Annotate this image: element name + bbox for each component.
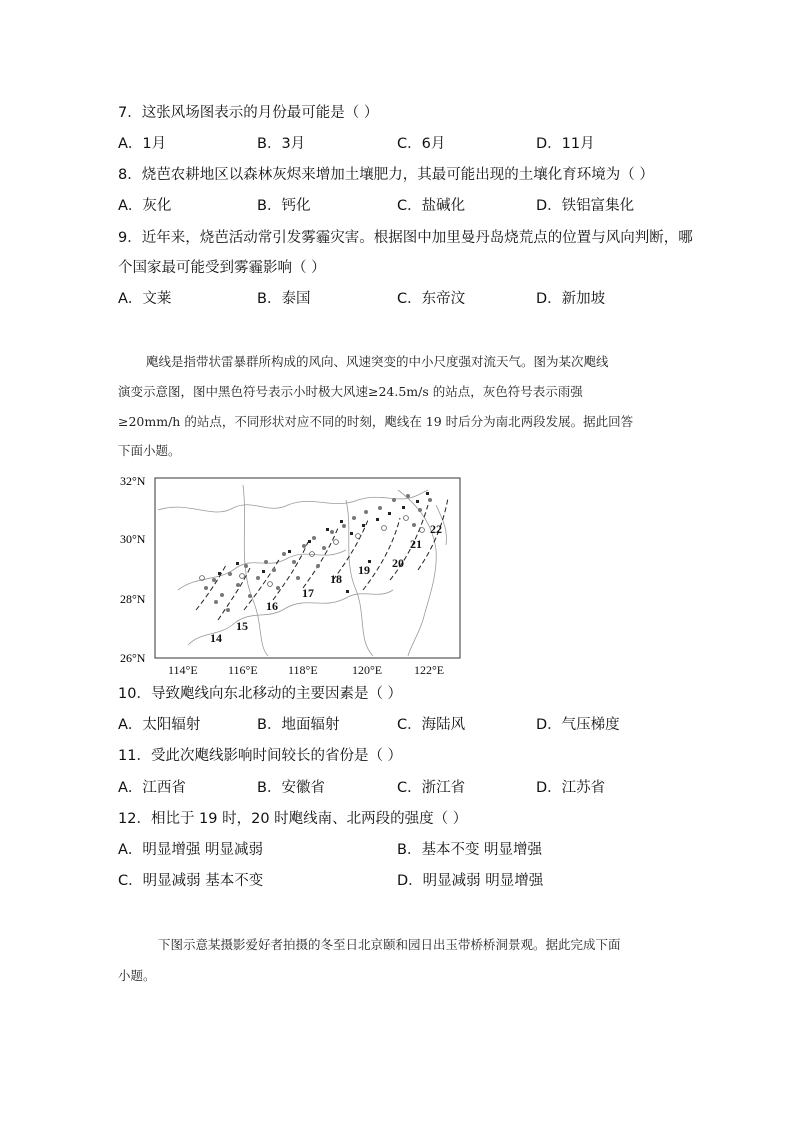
question-7-option-b: B．3月 (257, 136, 306, 152)
question-11-option-a: A．江西省 (118, 780, 186, 796)
lon-label-114: 114°E (168, 663, 198, 677)
lat-label-26: 26°N (120, 651, 146, 665)
question-7-stem: 7．这张风场图表示的月份最可能是（ ） (118, 105, 379, 121)
question-9-stem-line-1: 9．近年来，烧芭活动常引发雾霾灾害。根据图中加里曼丹岛烧荒点的位置与风向判断，哪 (118, 230, 693, 246)
time-label-20: 20 (392, 556, 404, 570)
passage-2-line-1: 下图示意某摄影爱好者拍摄的冬至日北京颐和园日出玉带桥桥洞景观。据此完成下面 (158, 937, 621, 952)
question-7-option-d: D．11月 (536, 136, 595, 152)
question-10-option-c: C．海陆风 (397, 717, 466, 733)
lon-label-118: 118°E (288, 663, 318, 677)
question-8-option-d: D．铁铝富集化 (536, 198, 635, 214)
time-label-15: 15 (236, 619, 248, 633)
question-7-option-c: C．6月 (397, 136, 446, 152)
question-9-option-a: A．文莱 (118, 291, 172, 307)
question-12-option-b: B．基本不变 明显增强 (397, 842, 543, 858)
question-8-stem: 8．烧芭农耕地区以森林灰烬来增加土壤肥力，其最可能出现的土壤化育环境为（ ） (118, 167, 654, 183)
time-label-17: 17 (302, 586, 314, 600)
passage-1-line-1: 飑线是指带状雷暴群所构成的风向、风速突变的中小尺度强对流天气。图为某次飑线 (146, 354, 609, 369)
question-12-stem: 12．相比于 19 时，20 时飑线南、北两段的强度（ ） (118, 811, 468, 827)
question-9-option-d: D．新加坡 (536, 291, 606, 307)
question-10-option-d: D．气压梯度 (536, 717, 620, 733)
question-10-stem: 10．导致飑线向东北移动的主要因素是（ ） (118, 686, 403, 702)
lat-label-30: 30°N (120, 532, 146, 546)
passage-1-line-2: 演变示意图，图中黑色符号表示小时极大风速≥24.5m/s 的站点，灰色符号表示雨强 (118, 384, 583, 399)
passage-2-line-2: 小题。 (118, 968, 156, 983)
passage-1-line-3: ≥20mm/h 的站点，不同形状对应不同的时刻，飑线在 19 时后分为南北两段发展。据此回答 (118, 414, 634, 429)
question-8-option-b: B．钙化 (257, 198, 311, 214)
question-9-option-c: C．东帝汶 (397, 291, 466, 307)
question-8-option-a: A．灰化 (118, 198, 172, 214)
time-label-18: 18 (330, 572, 342, 586)
question-7-option-a: A．1月 (118, 136, 167, 152)
time-label-16: 16 (266, 599, 278, 613)
lon-label-122: 122°E (414, 663, 445, 677)
question-11-option-d: D．江苏省 (536, 780, 606, 796)
lat-label-32: 32°N (120, 474, 146, 488)
lon-label-120: 120°E (352, 663, 383, 677)
lat-label-28: 28°N (120, 592, 146, 606)
lon-label-116: 116°E (228, 663, 258, 677)
question-9-option-b: B．泰国 (257, 291, 311, 307)
time-label-22: 22 (430, 522, 442, 536)
squall-line-map (118, 470, 468, 680)
question-11-option-b: B．安徽省 (257, 780, 325, 796)
question-12-option-d: D．明显减弱 明显增强 (397, 873, 544, 889)
question-11-stem: 11．受此次飑线影响时间较长的省份是（ ） (118, 748, 403, 764)
question-10-option-b: B．地面辐射 (257, 717, 340, 733)
time-label-19: 19 (358, 563, 370, 577)
passage-1-line-4: 下面小题。 (118, 443, 181, 458)
question-9-stem-line-2: 个国家最可能受到雾霾影响（ ） (118, 260, 326, 276)
question-8-option-c: C．盐碱化 (397, 198, 466, 214)
time-label-21: 21 (410, 537, 422, 551)
question-12-option-a: A．明显增强 明显减弱 (118, 842, 264, 858)
question-10-option-a: A．太阳辐射 (118, 717, 201, 733)
question-11-option-c: C．浙江省 (397, 780, 466, 796)
question-12-option-c: C．明显减弱 基本不变 (118, 873, 264, 889)
time-label-14: 14 (210, 631, 222, 645)
